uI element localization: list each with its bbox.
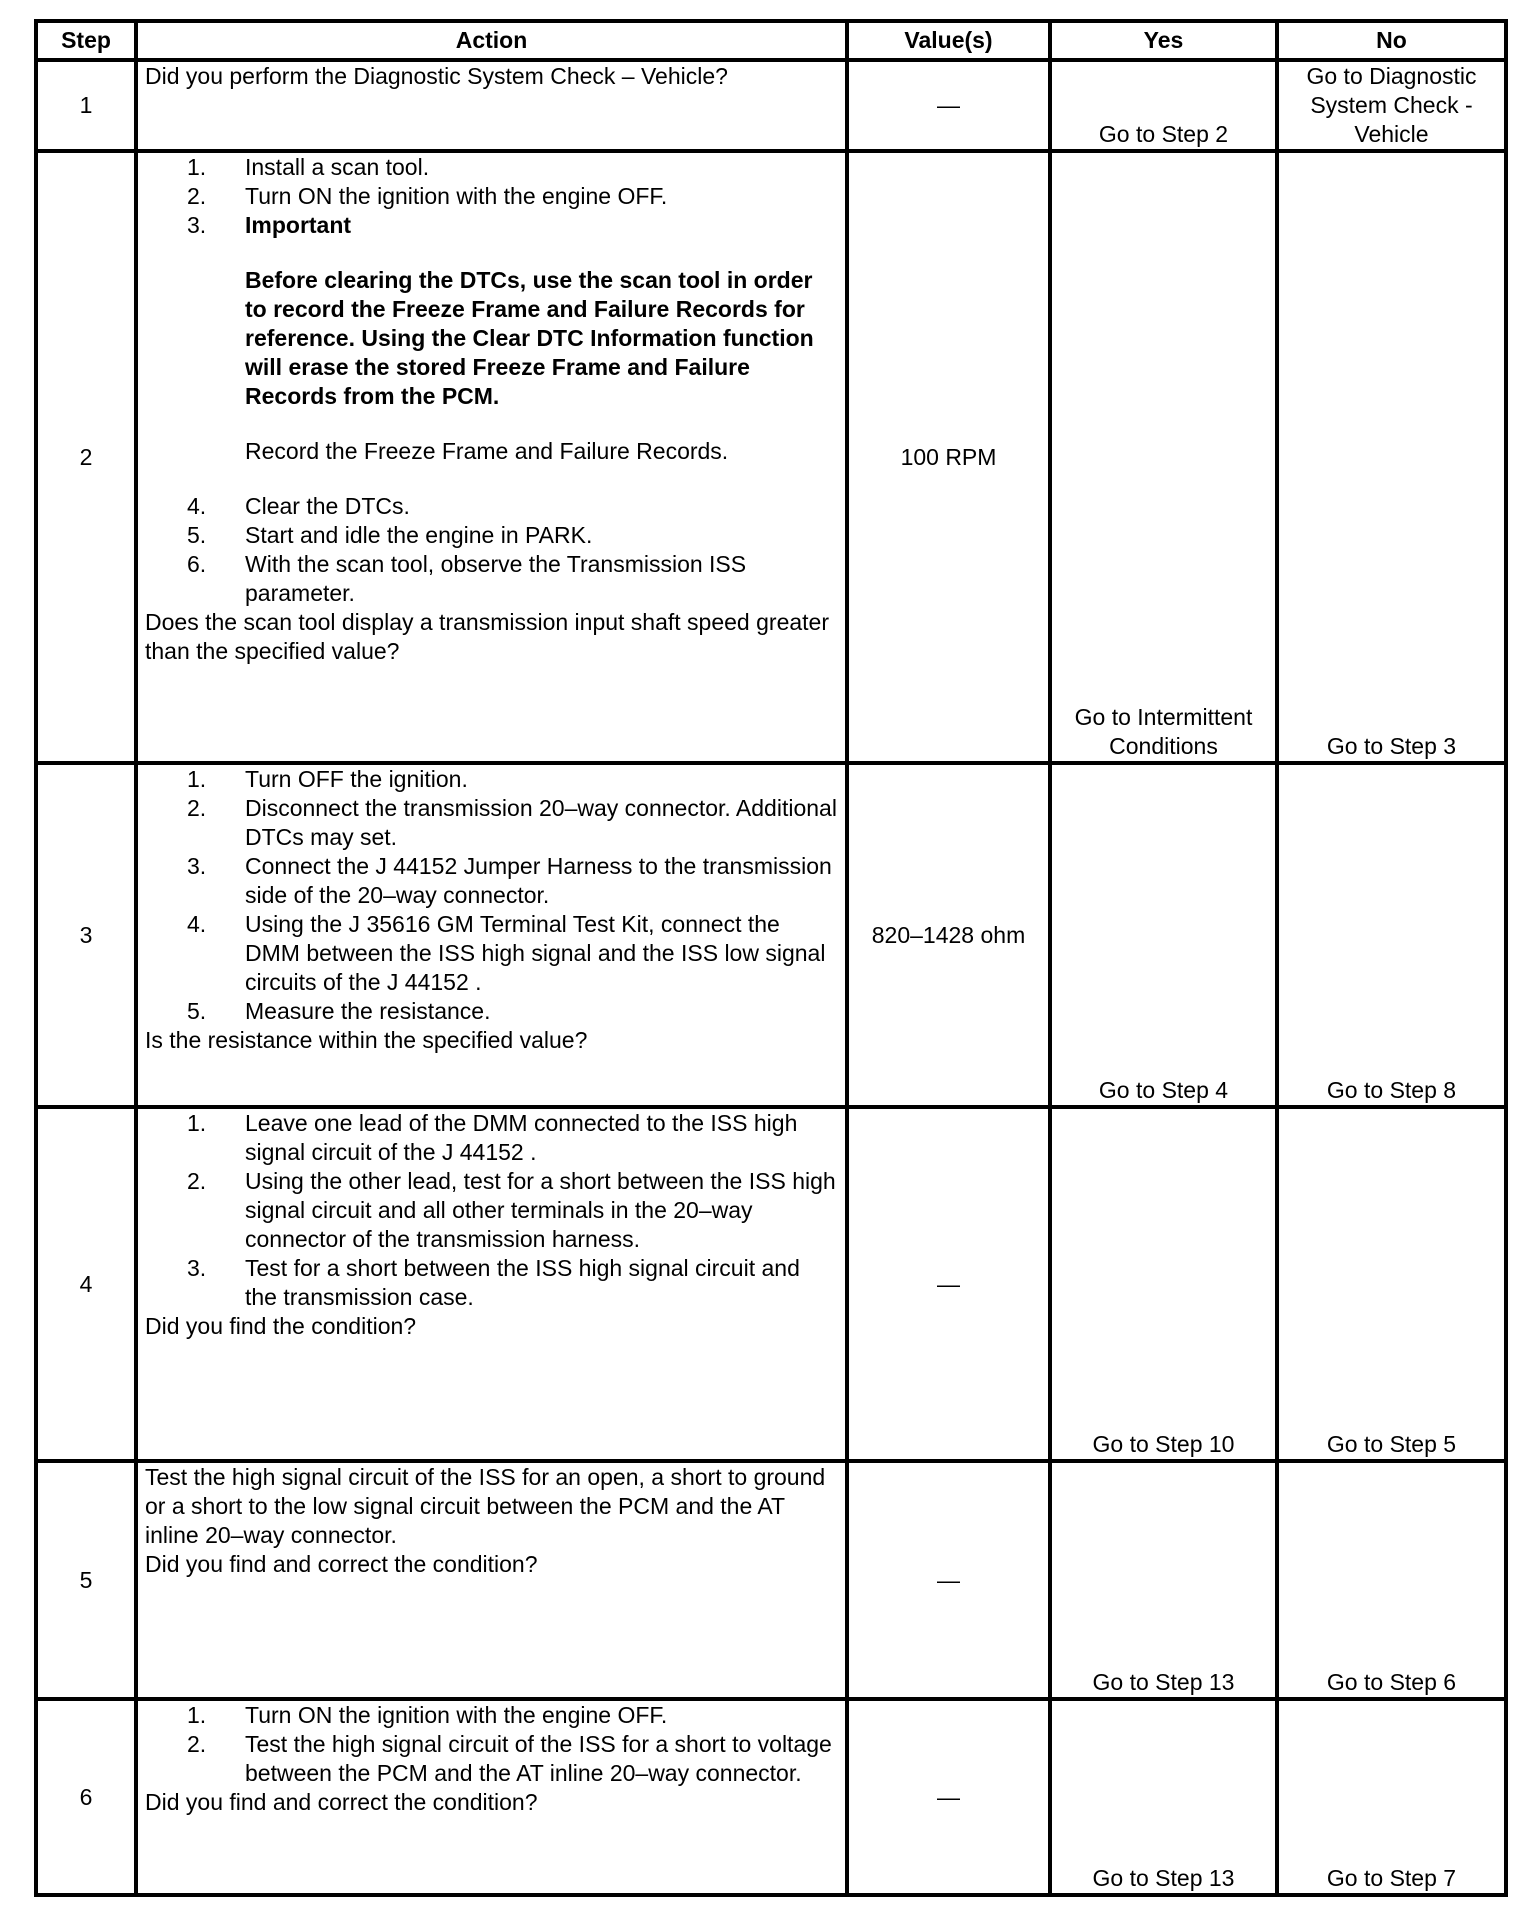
value-cell: — [847,1699,1050,1895]
step-number: 4 [36,1107,136,1461]
value-cell: — [847,1107,1050,1461]
action-cell [136,1699,847,1895]
list-item-text: Using the J 35616 GM Terminal Test Kit, connect the DMM between the ISS high signal and the ISS low signal circuits of the J 44152 . [245,911,826,995]
header-values: Value(s) [847,21,1050,60]
list-item [187,1167,838,1254]
table-row [36,763,1506,1107]
step-number: 2 [36,151,136,763]
header-step: Step [36,21,136,60]
action-question: Did you perform the Diagnostic System Check – Vehicle? [145,63,728,89]
list-item [187,521,838,550]
yes-cell: Go to Step 4 [1050,763,1277,1107]
value-cell: 820–1428 ohm [847,763,1050,1107]
header-row [36,21,1506,60]
table-row [36,1699,1506,1895]
list-item-text: Install a scan tool. [245,154,430,180]
action-list [145,1109,838,1312]
yes-cell: Go to Step 13 [1050,1461,1277,1699]
header-action: Action [136,21,847,60]
action-question: Did you find the condition? [145,1313,417,1339]
table-row [36,60,1506,151]
list-item [187,997,838,1026]
list-item-number: 2. [187,1731,207,1757]
action-question: Did you find and correct the condition? [145,1551,538,1577]
action-cell [136,60,847,151]
no-cell: Go to Step 3 [1277,151,1506,763]
list-item-text: Using the other lead, test for a short between the ISS high signal circuit and all other terminals in the 20–way connector of the transmission harness. [245,1168,836,1252]
table-row [36,1107,1506,1461]
action-list [145,153,838,608]
action-cell [136,1461,847,1699]
list-item-text: Clear the DTCs. [245,493,410,519]
value-cell: — [847,60,1050,151]
step-number: 6 [36,1699,136,1895]
list-item [187,492,838,521]
list-item [187,852,838,910]
list-item-text: Turn ON the ignition with the engine OFF. [245,183,668,209]
action-list [145,765,838,1026]
list-item-text: Connect the J 44152 Jumper Harness to the transmission side of the 20–way connector. [245,853,832,908]
yes-cell: Go to Step 2 [1050,60,1277,151]
list-item-number: 2. [187,183,207,209]
list-item-text: Test the high signal circuit of the ISS for a short to voltage between the PCM and the AT inline 20–way connector. [245,1731,832,1786]
list-item [187,1701,838,1730]
value-cell: 100 RPM [847,151,1050,763]
list-item-text: Test for a short between the ISS high signal circuit and the transmission case. [245,1255,800,1310]
important-heading: Important [245,212,352,238]
list-item-number: 4. [187,493,207,519]
list-item-number: 3. [187,1255,207,1281]
list-item-number: 1. [187,1110,207,1136]
list-item-number: 2. [187,795,207,821]
list-item-number: 4. [187,911,207,937]
action-question: Did you find and correct the condition? [145,1789,538,1815]
no-cell: Go to Step 6 [1277,1461,1506,1699]
action-question: Does the scan tool display a transmission input shaft speed greater than the specified value? [145,609,829,664]
yes-cell: Go to Step 10 [1050,1107,1277,1461]
list-item [187,550,838,608]
action-cell [136,763,847,1107]
action-list [145,1701,838,1788]
no-cell: Go to Step 7 [1277,1699,1506,1895]
list-item-number: 1. [187,766,207,792]
list-item-number: 1. [187,1702,207,1728]
step-number: 1 [36,60,136,151]
action-question: Is the resistance within the specified value? [145,1027,588,1053]
list-item-number: 5. [187,998,207,1024]
list-item-number: 6. [187,551,207,577]
list-item-text: Turn ON the ignition with the engine OFF. [245,1702,668,1728]
list-item [187,153,838,182]
header-no: No [1277,21,1506,60]
step-number: 5 [36,1461,136,1699]
list-item-text: With the scan tool, observe the Transmission ISS parameter. [245,551,747,606]
step-number: 3 [36,763,136,1107]
list-item [187,1109,838,1167]
no-cell: Go to Diagnostic System Check - Vehicle [1277,60,1506,151]
list-item [187,1254,838,1312]
yes-cell: Go to Intermittent Conditions [1050,151,1277,763]
list-item-text: Leave one lead of the DMM connected to the ISS high signal circuit of the J 44152 . [245,1110,798,1165]
table-row [36,151,1506,763]
list-item-number: 2. [187,1168,207,1194]
list-item [187,910,838,997]
no-cell: Go to Step 8 [1277,763,1506,1107]
list-item-text: Start and idle the engine in PARK. [245,522,593,548]
action-cell [136,1107,847,1461]
list-item [187,211,838,466]
list-item-number: 5. [187,522,207,548]
list-item-number: 3. [187,212,207,238]
list-item [187,765,838,794]
list-item [187,1730,838,1788]
action-cell [136,151,847,763]
yes-cell: Go to Step 13 [1050,1699,1277,1895]
value-cell: — [847,1461,1050,1699]
list-item-text: Disconnect the transmission 20–way connector. Additional DTCs may set. [245,795,837,850]
list-item-text: Turn OFF the ignition. [245,766,468,792]
list-item [187,182,838,211]
record-instruction: Record the Freeze Frame and Failure Records. [245,438,729,464]
important-note: Before clearing the DTCs, use the scan tool in order to record the Freeze Frame and Failure Records for reference. Using the Clear DTC Information function will erase the stored Freeze Frame and Failure Records from the PCM. [245,267,814,409]
list-item-number: 3. [187,853,207,879]
diagnostic-table [34,19,1508,1897]
table-row [36,1461,1506,1699]
list-item [187,794,838,852]
header-yes: Yes [1050,21,1277,60]
list-item-text: Measure the resistance. [245,998,491,1024]
list-item-number: 1. [187,154,207,180]
no-cell: Go to Step 5 [1277,1107,1506,1461]
action-instruction: Test the high signal circuit of the ISS for an open, a short to ground or a short to the low signal circuit between the PCM and the AT inline 20–way connector. [145,1464,826,1548]
